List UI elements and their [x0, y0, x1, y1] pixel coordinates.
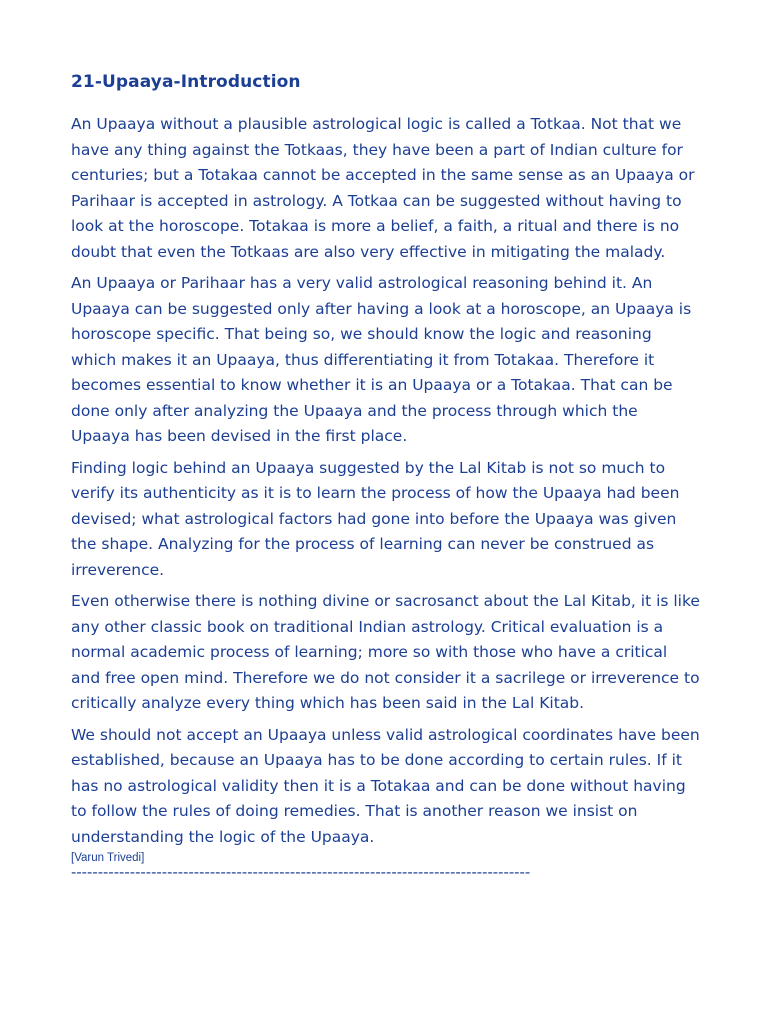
document-title: 21-Upaaya-Introduction [71, 72, 301, 92]
paragraph-1: An Upaaya without a plausible astrological logic is called a Totkaa. Not that we have any thing against the Totkaas, they have been a part of Indian culture for centuries; but a Totakaa cannot be accepted in the same sense as an Upaaya or Parihaar is accepted in astrology. A Totkaa can be suggested without having to look at the horoscope. Totakaa is more a belief, a faith, a ritual and there is no doubt that even the Totkaas are also very effective in mitigating the malady. [71, 115, 695, 261]
paragraph-5: We should not accept an Upaaya unless valid astrological coordinates have been established, because an Upaaya has to be done according to certain rules. If it has no astrological validity then it is a Totakaa and can be done without having to follow the rules of doing remedies. That is another reason we insist on understanding the logic of the Upaaya. [71, 725, 700, 846]
dashed-divider: -------------------------------------------------------------------------------------- [71, 864, 531, 881]
paragraph-2: An Upaaya or Parihaar has a very valid astrological reasoning behind it. An Upaaya can be suggested only after having a look at a horoscope, an Upaaya is horoscope specific. That being so, we should know the logic and reasoning which makes it an Upaaya, thus differentiating it from Totakaa. Therefore it becomes essential to know whether it is an Upaaya or a Totakaa. That can be done only after analyzing the Upaaya and the process through which the Upaaya has been devised in the first place. [71, 274, 692, 445]
document-content [71, 72, 701, 881]
author-credit: [Varun Trivedi] [71, 852, 145, 864]
paragraph-3: Finding logic behind an Upaaya suggested by the Lal Kitab is not so much to verify its authenticity as it is to learn the process of how the Upaaya had been devised; what astrological factors had gone into before the Upaaya was given the shape. Analyzing for the process of learning can never be construed as irreverence. [71, 458, 680, 579]
paragraph-4: Even otherwise there is nothing divine or sacrosanct about the Lal Kitab, it is like any other classic book on traditional Indian astrology. Critical evaluation is a normal academic process of learning; more so with those who have a critical and free open mind. Therefore we do not consider it a sacrilege or irreverence to critically analyze every thing which has been said in the Lal Kitab. [71, 592, 700, 712]
